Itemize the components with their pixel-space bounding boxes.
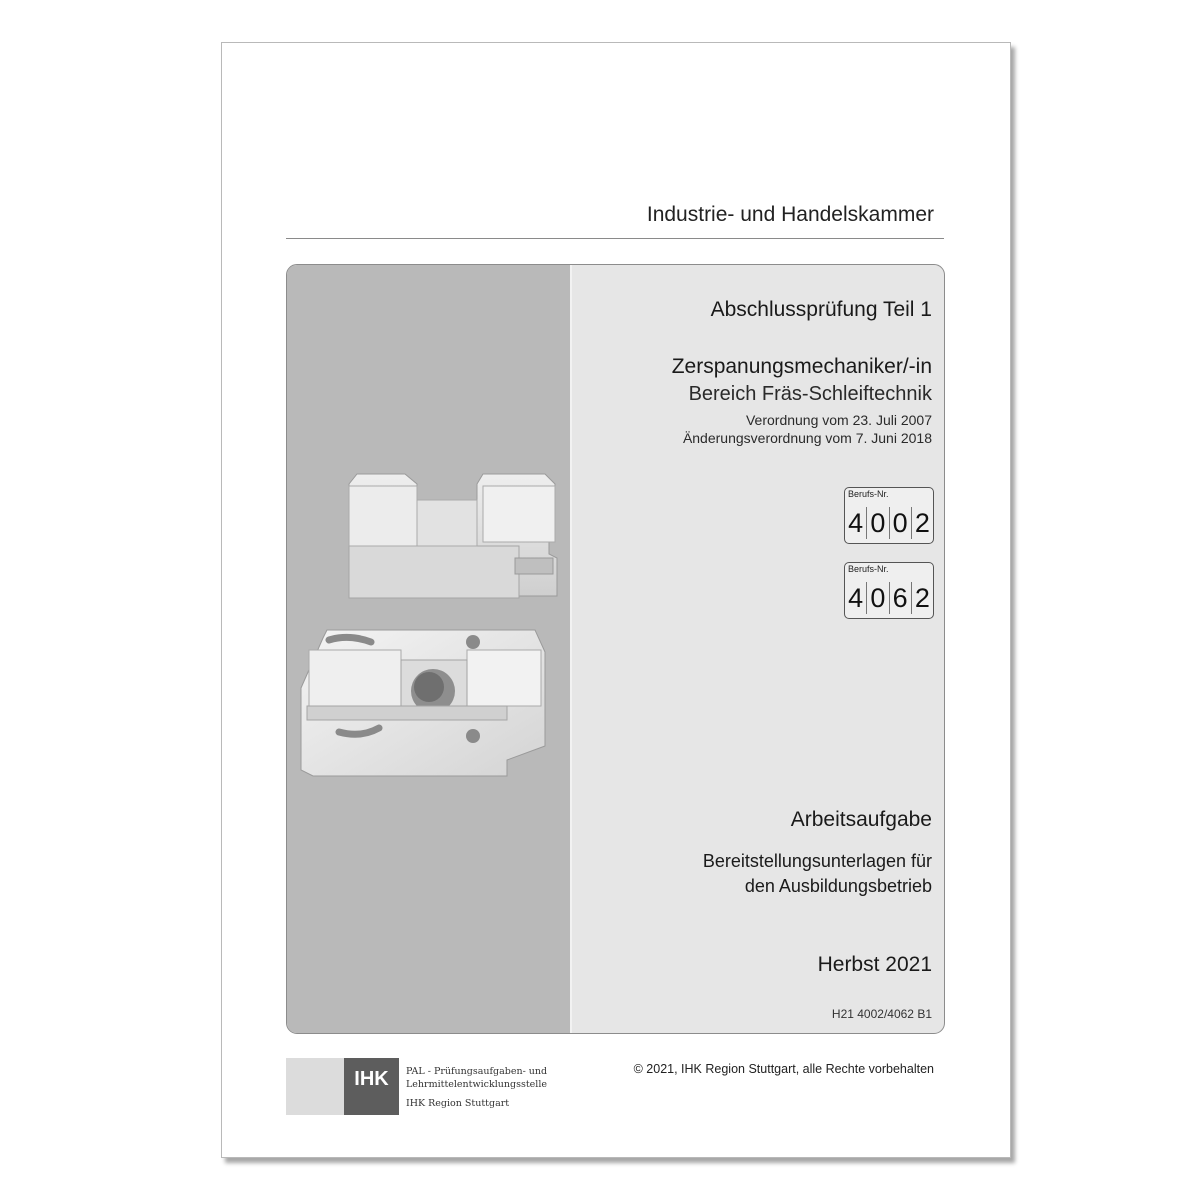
- job-number-digit: 0: [866, 582, 888, 614]
- pal-line-2: Lehrmittelentwicklungsstelle: [406, 1079, 547, 1090]
- job-number-digit: 6: [889, 582, 911, 614]
- regulation-date: Verordnung vom 23. Juli 2007: [745, 412, 932, 428]
- workpiece-lower: [301, 630, 545, 776]
- job-number-digit: 2: [911, 507, 933, 539]
- header-divider: [286, 238, 944, 239]
- document-page: [221, 42, 1011, 1158]
- provision-line-1: Bereitstellungsunterlagen für: [702, 851, 932, 871]
- provision-line-2: den Ausbildungsbetrieb: [744, 876, 932, 896]
- workpiece-upper: [349, 474, 557, 598]
- cover-panel: [286, 264, 945, 1034]
- exam-title: Abschlussprüfung Teil 1: [710, 298, 932, 321]
- job-number-digit: 2: [911, 582, 933, 614]
- job-number-label: Berufs-Nr.: [848, 489, 889, 499]
- title-column: [572, 265, 944, 1033]
- exam-season: Herbst 2021: [817, 953, 932, 976]
- ihk-region: IHK Region Stuttgart: [406, 1098, 510, 1109]
- job-number-box-2: [844, 562, 934, 619]
- photo-column: [287, 265, 572, 1033]
- job-number-digit: 0: [866, 507, 888, 539]
- document-code: H21 4002/4062 B1: [831, 1007, 932, 1021]
- ihk-logo-block: [286, 1058, 616, 1116]
- copyright-notice: © 2021, IHK Region Stuttgart, alle Rechte vorbehalten: [633, 1062, 934, 1076]
- job-number-label: Berufs-Nr.: [848, 564, 889, 574]
- pal-line-1: PAL - Prüfungsaufgaben- und: [406, 1066, 548, 1077]
- job-number-digit: 0: [889, 507, 911, 539]
- job-number-box-1: [844, 487, 934, 544]
- occupation-title: Zerspanungsmechaniker/-in: [671, 355, 932, 378]
- chamber-title: Industrie- und Handelskammer: [646, 203, 934, 226]
- task-title: Arbeitsaufgabe: [790, 808, 932, 831]
- workpiece-photo: [287, 470, 570, 790]
- amendment-date: Änderungsverordnung vom 7. Juni 2018: [682, 430, 932, 446]
- job-number-digit: 4: [848, 508, 864, 538]
- ihk-logo: IHK: [344, 1058, 399, 1115]
- occupation-area: Bereich Fräs-Schleiftechnik: [688, 383, 932, 405]
- job-number-digit: 4: [848, 583, 864, 613]
